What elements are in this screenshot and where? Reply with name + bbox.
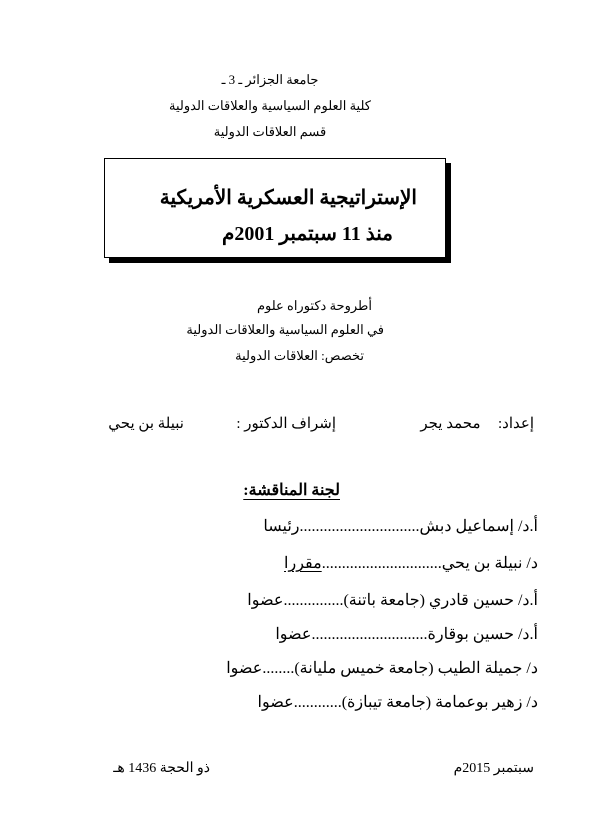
- hijri-date: ذو الحجة 1436 هـ: [113, 761, 210, 776]
- prepared-name: محمد يجر: [420, 416, 481, 432]
- member-role: عضوا: [247, 592, 284, 609]
- thesis-specialty: تخصص: العلاقات الدولية: [235, 348, 364, 363]
- member-role: رئيسا: [263, 518, 300, 535]
- committee-member: [178, 553, 538, 573]
- member-dots: ............: [293, 694, 342, 711]
- member-dots: ........: [262, 660, 295, 677]
- committee-member: [178, 590, 538, 610]
- committee-member: [178, 624, 538, 644]
- committee-title: لجنة المناقشة:: [243, 482, 340, 499]
- prepared-by: [420, 414, 534, 433]
- thesis-field: في العلوم السياسية والعلاقات الدولية: [186, 322, 384, 337]
- member-dots: ..............................: [299, 518, 420, 535]
- gregorian-date: سبتمبر 2015م: [453, 761, 534, 776]
- member-role: عضوا: [275, 626, 312, 643]
- member-name: أ.د/ إسماعيل دبش: [419, 518, 538, 535]
- supervisor-label: إشراف الدكتور :: [236, 416, 336, 432]
- title-box: [104, 158, 446, 258]
- member-role: عضوا: [226, 660, 263, 677]
- member-dots: ...............: [283, 592, 344, 609]
- member-dots: .............................: [311, 626, 428, 643]
- member-name: د/ جميلة الطيب (جامعة خميس مليانة): [294, 660, 538, 677]
- member-name: د/ زهير بوعمامة (جامعة تيبازة): [341, 694, 538, 711]
- department-name: قسم العلاقات الدولية: [213, 124, 327, 139]
- thesis-title-line2: منذ 11 سبتمبر 2001م: [221, 223, 393, 245]
- member-name: أ.د/ حسين قادري (جامعة باتنة): [343, 592, 538, 609]
- member-dots: ..............................: [321, 555, 442, 572]
- committee-member: [178, 658, 538, 678]
- committee-member: [178, 516, 538, 536]
- member-name: أ.د/ حسين بوقارة: [427, 626, 538, 643]
- committee-member: [178, 692, 538, 712]
- member-name: د/ نبيلة بن يحي: [441, 555, 538, 572]
- university-name: جامعة الجزائر ـ 3 ـ: [221, 72, 319, 87]
- thesis-type: أطروحة دكتوراه علوم: [256, 298, 372, 313]
- prepared-label: إعداد:: [497, 416, 534, 432]
- supervisor-name: نبيلة بن يحي: [108, 416, 184, 432]
- faculty-name: كلية العلوم السياسية والعلاقات الدولية: [169, 98, 371, 113]
- member-role: مقررا: [284, 555, 322, 572]
- thesis-title-line1: الإستراتيجية العسكرية الأمريكية: [159, 187, 417, 209]
- member-role: عضوا: [257, 694, 294, 711]
